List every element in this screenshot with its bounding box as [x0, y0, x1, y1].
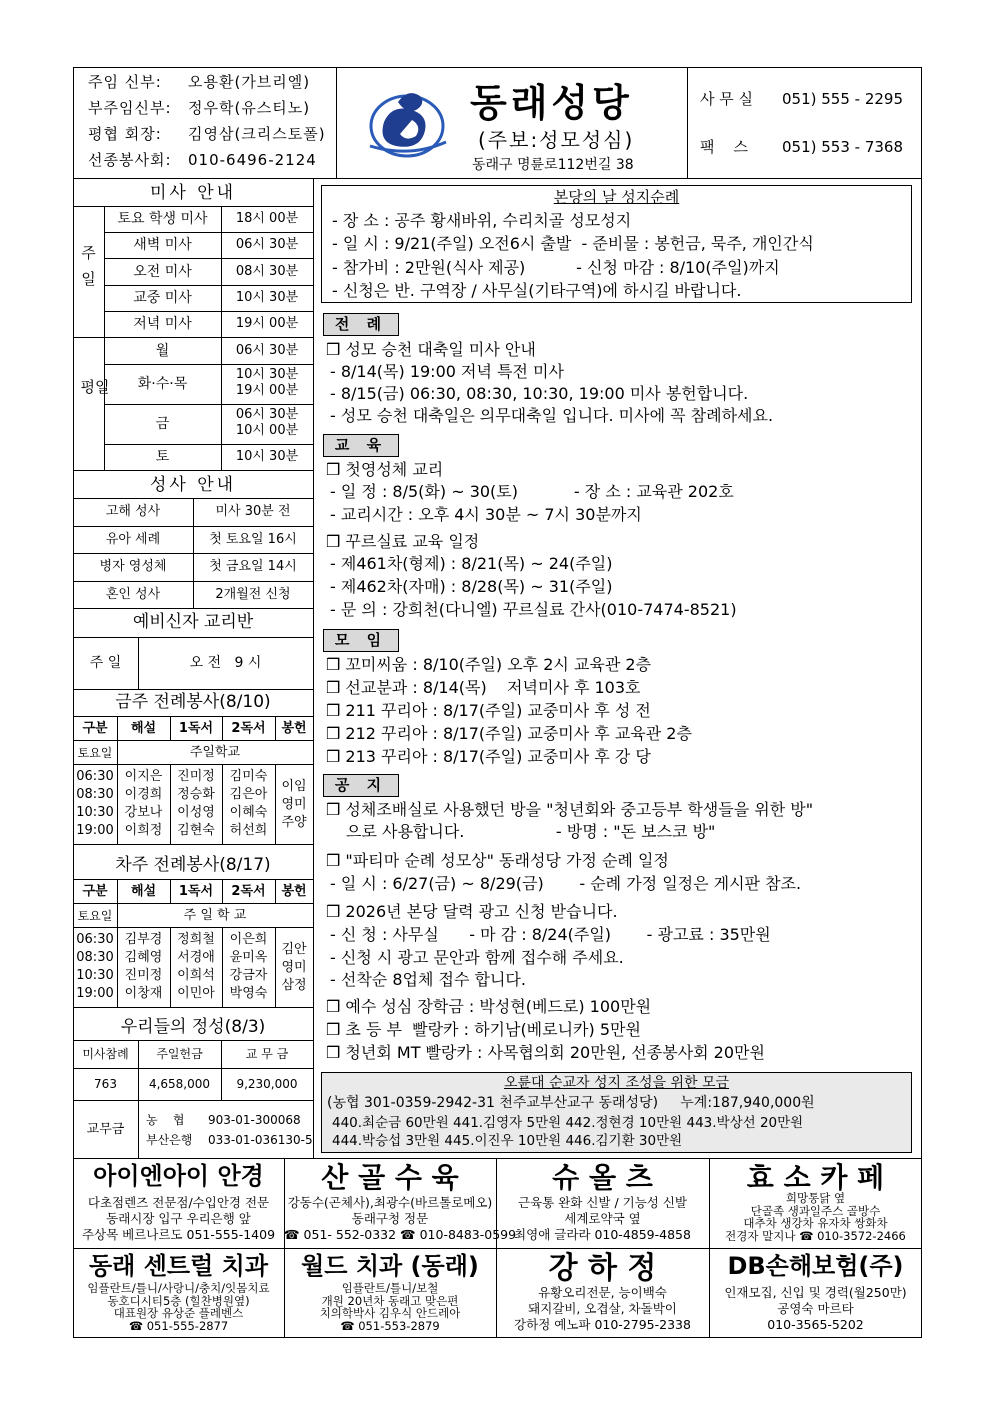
ad-line: 전경자 말지나 ☎ 010-3572-2466 [725, 1228, 906, 1243]
ad-line: ☎ 051- 552-0332 ☎ 010-8483-0599 [284, 1227, 517, 1242]
ad-line: 동호디시티5층 (힐찬병원옆) [107, 1293, 250, 1308]
divider [73, 337, 313, 338]
pastor-name: 오용환(가브리엘) [188, 73, 311, 91]
fundraise-donors: 440.최순금 60만원 441.김영자 5만원 442.정현경 10만원 443.박상선 20만원 [332, 1115, 804, 1131]
office-phone: 051) 555 - 2295 [782, 90, 904, 108]
notice-heading: ❒ 2026년 본당 달력 광고 신청 받습니다. [326, 902, 618, 921]
fundraise-donors: 444.박승섭 3만원 445.이진우 10만원 446.김기환 30만원 [332, 1133, 683, 1149]
catechumen-day: 주 일 [89, 655, 122, 671]
divider [73, 716, 313, 717]
liturgy-section-label: 전 례 [323, 313, 399, 336]
service-time: 10:30 [76, 805, 114, 820]
next-week-title: 차주 전례봉사(8/17) [115, 855, 271, 875]
pilgrimage-line: - 참가비 : 2만원(식사 제공) - 신청 마감 : 8/10(주일)까지 [332, 258, 780, 277]
mass-title: 미사 안내 [149, 183, 237, 203]
liturgy-header: 2독서 [231, 721, 266, 736]
liturgy-line: - 8/15(금) 06:30, 08:30, 10:30, 19:00 미사 봉헌합니다. [330, 384, 749, 403]
liturgy-header: 봉헌 [281, 721, 307, 736]
ad-line: 치의학박사 김우식 안드레아 [319, 1306, 461, 1320]
divider [73, 1100, 313, 1101]
tithe-value: 9,230,000 [236, 1077, 298, 1091]
notice-heading: ❒ "파티마 순례 성모상" 동래성당 가정 순례 일정 [326, 851, 669, 870]
notice-line: - 일 시 : 6/27(금) ~ 8/29(금) - 순례 가정 일정은 게시판 참조. [330, 874, 802, 893]
ad-line: 대표원장 유상준 플레벤스 [113, 1306, 244, 1320]
ad-title: 슈 올 츠 [552, 1161, 653, 1194]
sunday-mass-time: 19시 00분 [235, 316, 299, 331]
ad-line: 임플란트/틀니/보철 [341, 1281, 439, 1295]
ad-line: 주상목 베르나르도 051-555-1409 [81, 1227, 276, 1242]
ad-line: ☎ 051-553-2879 [340, 1318, 440, 1333]
server-name: 윤미옥 [229, 950, 268, 965]
server-name: 정희철 [177, 932, 215, 947]
ad-line: 단골족 생과일주스 골방수 [750, 1203, 881, 1218]
sunday-offering-value: 4,658,000 [148, 1077, 211, 1091]
divider [73, 553, 313, 554]
sunday-mass-name: 오전 미사 [133, 264, 192, 280]
offering-name: 영미 [281, 960, 307, 975]
sacrament-time: 첫 금요일 14시 [209, 559, 297, 574]
server-name: 이지은 [124, 769, 163, 784]
server-name: 정승화 [177, 787, 215, 802]
education-line: - 일 정 : 8/5(화) ~ 30(토) - 장 소 : 교육관 202호 [330, 482, 734, 501]
sunday-mass-name: 새벽 미사 [133, 237, 192, 253]
divider [104, 232, 313, 233]
divider [117, 879, 118, 903]
server-name: 서경애 [177, 950, 215, 965]
offering-header-tithe: 교 무 금 [245, 1047, 289, 1061]
notice-line: - 선착순 8업체 접수 합니다. [330, 970, 526, 989]
ad-line: 희망통닭 옆 [785, 1191, 846, 1205]
divider [73, 1248, 922, 1249]
meeting-section-label: 모 임 [323, 629, 399, 652]
server-name: 이창재 [124, 986, 163, 1001]
offering-name: 김안 [281, 942, 307, 957]
sacrament-name: 고해 성사 [105, 504, 161, 519]
saturday-label: 토요일 [77, 746, 113, 760]
sunday-mass-time: 06시 30분 [235, 237, 299, 252]
education-heading: ❒ 꾸르실료 교육 일정 [326, 532, 480, 551]
notice-heading: ❒ 성체조배실로 사용했던 방을 "청년회와 중고등부 학생들을 위한 방" [326, 800, 814, 819]
pastor-label: 주임 신부: [88, 73, 162, 91]
pilgrimage-title: 본당의 날 성지순례 [553, 188, 680, 206]
ad-line: 010-3565-5202 [767, 1317, 864, 1332]
meeting-line: ❒ 꼬미씨움 : 8/10(주일) 오후 2시 교육관 2층 [326, 655, 652, 674]
liturgy-line: - 성모 승천 대축일은 의무대축일 입니다. 미사에 꼭 참례하세요. [330, 406, 774, 425]
tithe-label: 교무금 [86, 1122, 125, 1137]
divider [104, 258, 313, 259]
office-label: 사 무 실 [700, 90, 754, 108]
bank-account: 033-01-036130-5 [208, 1133, 313, 1147]
offering-title: 우리들의 정성(8/3) [120, 1017, 266, 1037]
weekday-time: 06시 30분 [235, 342, 299, 358]
divider [73, 470, 313, 471]
divider [104, 285, 313, 286]
server-name: 박영숙 [229, 986, 268, 1001]
liturgy-header: 구분 [82, 721, 108, 736]
attendance-value: 763 [94, 1077, 117, 1091]
column-divider [313, 178, 314, 1158]
notice-line: - 신청 시 광고 문안과 함께 접수해 주세요. [330, 948, 624, 967]
fundraise-title: 오륜대 순교자 성지 조성을 위한 모금 [503, 1075, 730, 1091]
offering-header-sunday: 주일헌금 [156, 1047, 203, 1061]
fax-label: 팩 스 [700, 138, 749, 156]
this-week-title: 금주 전례봉사(8/10) [115, 692, 271, 712]
server-name: 강보나 [124, 805, 163, 820]
weekday-time: 10시 30분 [235, 449, 299, 464]
divider [73, 1068, 313, 1069]
divider [104, 311, 313, 312]
parish-subtitle: (주보:성모성심) [478, 128, 635, 152]
divider [336, 67, 337, 179]
divider [275, 879, 276, 903]
donation-line: ❒ 청년회 MT 빨랑카 : 사목협의회 20만원, 선종봉사회 20만원 [326, 1043, 765, 1062]
server-name: 진미정 [177, 769, 215, 784]
ad-line: 강하정 예노파 010-2795-2338 [514, 1317, 691, 1332]
weekday-time: 10시 00분 [235, 423, 299, 438]
ad-line: 동래시장 입구 우리은행 앞 [106, 1211, 251, 1226]
assistant-label: 부주임신부: [88, 99, 172, 117]
ad-line: 개원 20년차 동래고 맞은편 [321, 1293, 459, 1308]
server-name: 이희정 [124, 823, 163, 838]
sunday-mass-name: 교중 미사 [133, 290, 192, 306]
sunday-mass-name: 저녁 미사 [133, 316, 192, 332]
divider [73, 1040, 313, 1041]
divider [170, 879, 171, 903]
divider [104, 444, 313, 445]
ad-title: DB손해보험(주) [727, 1252, 904, 1280]
server-name: 김은아 [229, 787, 268, 802]
sunday-mass-time: 10시 30분 [235, 290, 299, 305]
bank-account: 903-01-300068 [208, 1113, 301, 1127]
fax-phone: 051) 553 - 7368 [782, 138, 904, 156]
saturday-label: 토요일 [77, 909, 113, 923]
parish-address: 동래구 명륜로112번길 38 [472, 157, 634, 173]
server-name: 김미숙 [229, 769, 268, 784]
bank-name: 농 협 [146, 1113, 185, 1127]
donation-line: ❒ 예수 성심 장학금 : 박성현(베드로) 100만원 [326, 997, 652, 1016]
server-name: 진미정 [124, 968, 163, 983]
sunday-mass-time: 18시 00분 [235, 211, 299, 226]
server-name: 김혜영 [124, 950, 163, 965]
pilgrimage-line: - 신청은 반. 구역장 / 사무실(기타구역)에 하시길 바랍니다. [332, 281, 742, 300]
divider [73, 844, 313, 845]
ad-line: ☎ 051-555-2877 [128, 1318, 229, 1333]
education-section-label: 교 육 [323, 434, 399, 457]
weekday-label: 평일 [80, 378, 110, 396]
divider [73, 178, 922, 179]
divider [73, 1158, 922, 1159]
ad-line: 최영애 글라라 010-4859-4858 [514, 1227, 691, 1242]
saturday-value: 주 일 학 교 [183, 908, 247, 923]
council-name: 김영삼(크리스토폴) [188, 125, 326, 143]
ad-line: 근육통 완화 신발 / 기능성 신발 [518, 1195, 687, 1210]
assistant-name: 정우학(유스티노) [188, 99, 311, 117]
notice-line: - 신 청 : 사무실 - 마 감 : 8/24(주일) - 광고료 : 35만원 [330, 925, 771, 944]
liturgy-header: 해설 [130, 721, 157, 736]
weekday-name: 토 [155, 449, 170, 465]
divider [73, 637, 313, 638]
weekday-name: 화·수·목 [137, 376, 188, 392]
service-time: 08:30 [76, 787, 114, 802]
liturgy-header: 1독서 [178, 721, 214, 736]
parish-title: 동래성당 [470, 81, 633, 125]
catechumen-time: 오 전 9 시 [189, 655, 262, 671]
meeting-line: ❒ 211 꾸리아 : 8/17(주일) 교중미사 후 성 전 [326, 701, 651, 720]
weekday-name: 월 [155, 342, 170, 359]
meeting-line: ❒ 선교분과 : 8/14(목) 저녁미사 후 103호 [326, 678, 641, 697]
ad-line: 다초점렌즈 전문점/수입안경 전문 [87, 1195, 270, 1210]
ad-title: 아이엔아이 안경 [93, 1162, 264, 1190]
divider [73, 879, 313, 880]
server-name: 강금자 [229, 968, 268, 983]
divider [73, 206, 313, 207]
sacrament-title: 성사 안내 [149, 475, 237, 495]
offering-name: 삼정 [281, 978, 307, 993]
liturgy-header: 2독서 [231, 884, 266, 899]
server-name: 이혜숙 [229, 805, 268, 820]
offering-header-attendance: 미사참례 [82, 1047, 129, 1061]
offering-name: 영미 [281, 797, 307, 812]
sacrament-time: 미사 30분 전 [215, 504, 291, 519]
service-time: 08:30 [76, 950, 114, 965]
divider [117, 716, 118, 740]
divider [73, 689, 313, 690]
ad-line: 대추차 생강차 유자차 쌍화차 [743, 1216, 888, 1230]
divider [104, 404, 313, 405]
divider [73, 581, 313, 582]
ad-title: 월드 치과 (동래) [301, 1252, 479, 1280]
server-name: 김부경 [124, 932, 163, 947]
liturgy-header: 1독서 [178, 884, 214, 899]
liturgy-header: 구분 [82, 884, 108, 899]
ad-line: 동래구청 정문 [351, 1211, 429, 1226]
server-name: 김현숙 [177, 823, 215, 838]
notice-section-label: 공 지 [323, 774, 399, 797]
education-line: - 교리시간 : 오후 4시 30분 ~ 7시 30분까지 [330, 505, 642, 524]
divider [222, 716, 223, 740]
server-name: 이은희 [229, 932, 268, 947]
service-time: 10:30 [76, 968, 114, 983]
server-name: 이민아 [177, 986, 215, 1001]
server-name: 이희석 [177, 968, 215, 983]
sacrament-name: 유아 세례 [105, 531, 161, 547]
divider [222, 879, 223, 903]
education-line: - 제461차(형제) : 8/21(목) ~ 24(주일) [330, 554, 613, 573]
divider [73, 526, 313, 527]
funeral-label: 선종봉사회: [88, 151, 172, 169]
divider [73, 903, 313, 904]
service-time: 06:30 [76, 932, 114, 947]
divider [73, 927, 313, 928]
sacrament-name: 혼인 성사 [105, 586, 161, 602]
donation-line: ❒ 초 등 부 빨랑카 : 하기남(베로니카) 5만원 [326, 1020, 641, 1039]
education-line: - 문 의 : 강희천(다니엘) 꾸르실료 간사(010-7474-8521) [330, 600, 737, 619]
sacrament-time: 첫 토요일 16시 [209, 531, 297, 547]
education-heading: ❒ 첫영성체 교리 [326, 460, 444, 479]
divider [73, 740, 313, 741]
divider [170, 716, 171, 740]
ad-title: 효 소 카 페 [746, 1161, 885, 1194]
education-line: - 제462차(자매) : 8/28(목) ~ 31(주일) [330, 577, 613, 596]
offering-name: 이임 [281, 779, 307, 794]
pilgrimage-line: - 일 시 : 9/21(주일) 오전6시 출발 - 준비물 : 봉헌금, 묵주, 개인간식 [332, 234, 814, 253]
liturgy-header: 봉헌 [281, 884, 307, 899]
divider [73, 1007, 313, 1008]
liturgy-header: 해설 [130, 884, 157, 899]
server-name: 허선희 [229, 823, 268, 838]
saturday-value: 주일학교 [189, 745, 241, 760]
service-time: 06:30 [76, 769, 114, 784]
offering-name: 주양 [281, 815, 307, 830]
meeting-line: ❒ 212 꾸리아 : 8/17(주일) 교중미사 후 교육관 2층 [326, 724, 692, 743]
ad-title: 강 하 정 [548, 1251, 657, 1286]
divider [73, 764, 313, 765]
ad-line: 돼지갈비, 오겹살, 차돌박이 [528, 1301, 677, 1316]
divider [275, 716, 276, 740]
divider [687, 67, 688, 179]
catechumen-title: 예비신자 교리반 [132, 612, 254, 632]
server-name: 이성영 [177, 805, 215, 820]
ad-line: 공영숙 마르타 [777, 1301, 854, 1316]
sunday-label: 주일 [81, 244, 96, 288]
sunday-mass-name: 토요 학생 미사 [117, 211, 208, 227]
weekday-time: 10시 30분 [235, 367, 299, 382]
council-label: 평협 회장: [88, 125, 162, 143]
ad-line: 유황오리전문, 능이백숙 [538, 1285, 667, 1300]
divider [73, 608, 313, 609]
funeral-phone: 010-6496-2124 [188, 151, 317, 169]
weekday-time: 19시 00분 [235, 383, 299, 398]
ad-line: 세계로약국 옆 [564, 1211, 641, 1226]
meeting-line: ❒ 213 꾸리아 : 8/17(주일) 교중미사 후 강 당 [326, 747, 651, 766]
sacrament-time: 2개월전 신청 [215, 586, 291, 602]
server-name: 이경희 [124, 787, 163, 802]
sunday-mass-time: 08시 30분 [235, 264, 299, 279]
service-time: 19:00 [76, 986, 114, 1001]
pilgrimage-line: - 장 소 : 공주 황새바위, 수리치골 성모성지 [332, 211, 632, 230]
ad-title: 동래 센트럴 치과 [89, 1252, 268, 1280]
ad-line: 인재모집, 신입 및 경력(월250만) [724, 1285, 907, 1300]
divider [104, 364, 313, 365]
weekday-name: 금 [155, 416, 170, 432]
divider [138, 1100, 139, 1158]
notice-line: 으로 사용합니다. - 방명 : "돈 보스코 방" [346, 822, 716, 841]
bank-name: 부산은행 [146, 1133, 193, 1147]
ad-line: 임플란트/틀니/사랑니/충치/잇몸치료 [87, 1281, 270, 1295]
ad-title: 산 골 수 육 [321, 1161, 459, 1194]
liturgy-line: - 8/14(목) 19:00 저녁 특전 미사 [330, 362, 564, 381]
service-time: 19:00 [76, 823, 114, 838]
liturgy-heading: ❒ 성모 승천 대축일 미사 안내 [326, 340, 536, 359]
weekday-time: 06시 30분 [235, 407, 299, 422]
parish-logo-icon [362, 82, 457, 162]
fundraise-account: (농협 301-0359-2942-31 천주교부산교구 동래성당) 누계:187,940,000원 [327, 1095, 815, 1111]
sacrament-name: 병자 영성체 [99, 559, 167, 574]
ad-line: 강동수(곤체사),최광수(바르톨로메오) [287, 1195, 493, 1210]
